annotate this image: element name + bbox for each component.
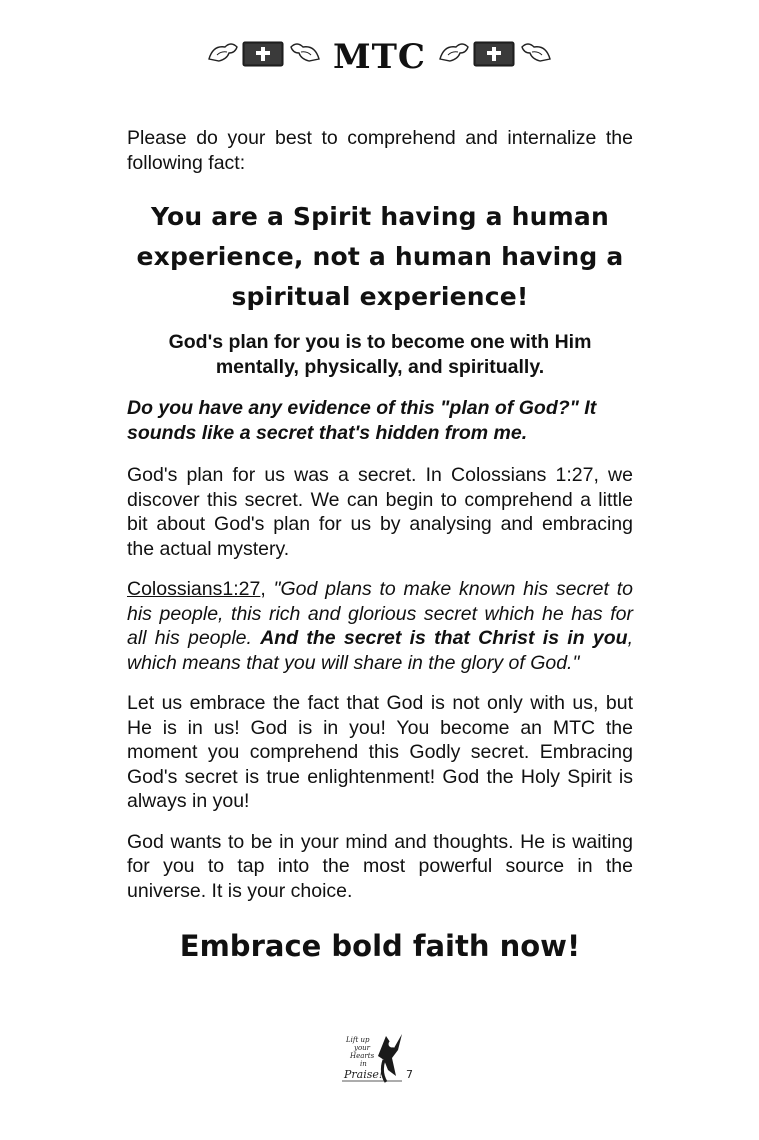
logo-line-3: Hearts	[350, 1052, 375, 1060]
scripture-quote-part1: "God plans to make known his secret to his people, this rich and glorious secret which he has for all his people.	[127, 578, 633, 649]
raised-arms-figure-icon	[340, 1030, 420, 1090]
logo-line-4: in	[360, 1060, 367, 1068]
main-headline: You are a Spirit having a human experience, not a human having a spiritual experience!	[136, 202, 624, 311]
scripture-quote-bold: And the secret is that Christ is in you	[260, 627, 628, 649]
document-body	[127, 126, 633, 963]
mtc-logo-text: MTC	[333, 37, 426, 77]
embrace-paragraph: Let us embrace the fact that God is not only with us, but He is in us! God is in you! You become an MTC the moment you comprehend this Godly secret. Embracing God's secret is true enlightenment! God the Holy Spirit is always in you!	[127, 692, 633, 812]
scripture-reference: Colossians1:27	[127, 578, 261, 600]
logo-line-5: Praise!	[344, 1068, 384, 1081]
mtc-logo	[205, 33, 554, 77]
choice-paragraph: God wants to be in your mind and thoughts. He is waiting for you to tap into the most powerful source in the universe. It is your choice.	[127, 830, 633, 902]
secret-paragraph: God's plan for us was a secret. In Colossians 1:27, we discover this secret. We can begin to comprehend a little bit about God's plan for us by analysing and embracing the actual mystery.	[127, 464, 633, 560]
intro-paragraph: Please do your best to comprehend and internalize the following fact:	[127, 127, 633, 174]
subheading: God's plan for you is to become one with Him mentally, physically, and spiritually.	[168, 331, 592, 378]
lift-up-hearts-logo	[340, 1030, 420, 1090]
scripture-paragraph	[127, 577, 633, 675]
header	[0, 28, 759, 78]
flexed-arm-bible-emblem-icon	[436, 33, 554, 73]
logo-line-1: Lift up	[346, 1036, 370, 1044]
logo-line-6: 7	[406, 1068, 413, 1081]
question-paragraph: Do you have any evidence of this "plan of God?" It sounds like a secret that's hidden from me.	[127, 397, 597, 444]
scripture-quote-part2: , which means that you will share in the glory of God."	[127, 627, 633, 674]
reference-separator: ,	[260, 578, 274, 600]
logo-line-2: your	[354, 1044, 371, 1052]
flexed-arm-bible-emblem-icon	[205, 33, 323, 73]
closing-headline: Embrace bold faith now!	[179, 929, 581, 963]
